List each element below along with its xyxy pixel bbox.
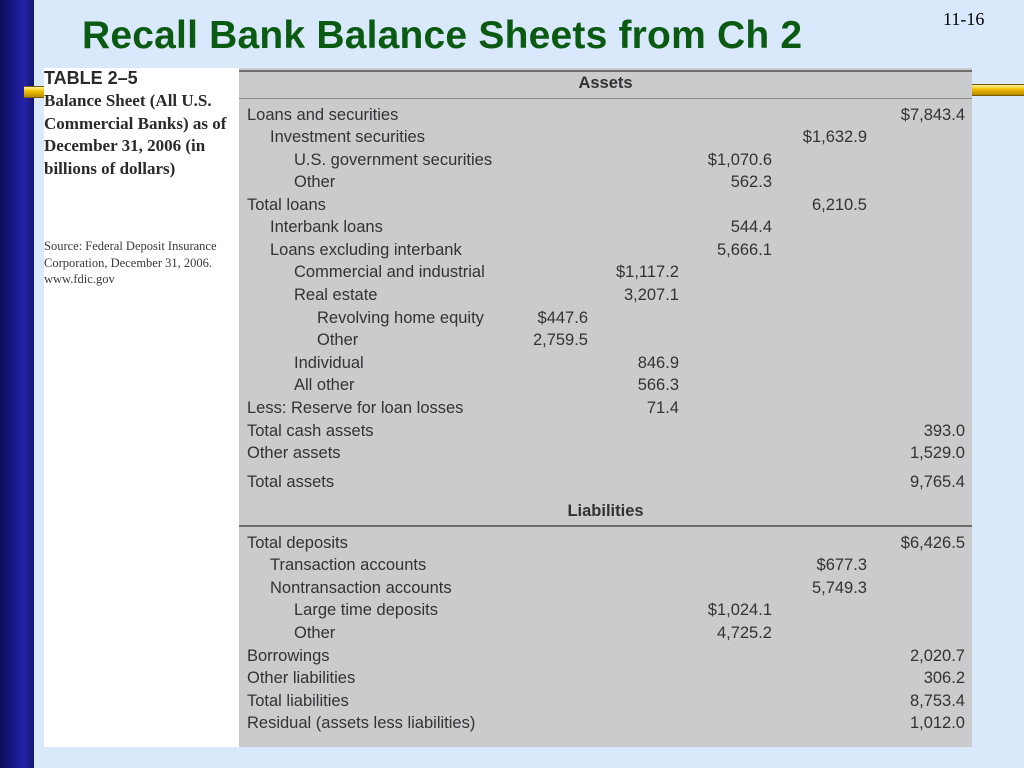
row-value: $1,070.6 xyxy=(707,151,772,169)
row-label: Other xyxy=(317,331,359,349)
caption-source: Source: Federal Deposit Insurance Corporation, December 31, 2006. www.fdic.gov xyxy=(44,239,217,286)
row-value: 566.3 xyxy=(637,376,679,394)
row-label: Borrowings xyxy=(247,647,330,665)
table-row xyxy=(239,442,972,464)
row-label: Less: Reserve for loan losses xyxy=(247,399,464,417)
row-label: Other xyxy=(294,624,336,642)
table-row xyxy=(239,667,972,689)
table-row xyxy=(239,554,972,576)
liabilities-rule xyxy=(239,525,972,527)
row-value: 846.9 xyxy=(637,354,679,372)
row-value: $677.3 xyxy=(816,556,867,574)
table-row xyxy=(239,532,972,554)
row-label: Total deposits xyxy=(247,534,348,552)
assets-rule xyxy=(239,98,972,99)
row-value: $1,117.2 xyxy=(615,263,679,281)
row-value: 562.3 xyxy=(730,173,772,191)
row-label: Other liabilities xyxy=(247,669,356,687)
row-label: All other xyxy=(294,376,355,394)
row-value: 71.4 xyxy=(646,399,679,417)
left-accent-bar xyxy=(0,0,34,768)
row-label: Total cash assets xyxy=(247,422,374,440)
row-value: $7,843.4 xyxy=(900,106,965,124)
row-value: $1,632.9 xyxy=(802,128,867,146)
table-row xyxy=(239,352,972,374)
slide-number: 11-16 xyxy=(943,9,985,29)
table-row xyxy=(239,126,972,148)
table-row xyxy=(239,307,972,329)
row-value: 4,725.2 xyxy=(716,624,772,642)
table-row xyxy=(239,420,972,442)
row-label: Transaction accounts xyxy=(270,556,427,574)
row-label: Real estate xyxy=(294,286,378,304)
row-label: Investment securities xyxy=(270,128,425,146)
table-row xyxy=(239,171,972,193)
assets-header: Assets xyxy=(578,74,633,92)
row-label: Interbank loans xyxy=(270,218,383,236)
row-value: 9,765.4 xyxy=(909,473,965,491)
row-value: 306.2 xyxy=(923,669,965,687)
liabilities-header: Liabilities xyxy=(567,502,644,520)
row-label: Total liabilities xyxy=(247,692,349,710)
table-row xyxy=(239,194,972,216)
row-value: 3,207.1 xyxy=(623,286,679,304)
accent-line-right xyxy=(970,84,1024,96)
row-label: Commercial and industrial xyxy=(294,263,485,281)
row-label: Total loans xyxy=(247,196,326,214)
row-label: U.S. government securities xyxy=(294,151,493,169)
top-rule xyxy=(239,70,972,72)
row-value: 5,666.1 xyxy=(716,241,772,259)
table-caption xyxy=(44,68,239,747)
table-row xyxy=(239,599,972,621)
row-value: 6,210.5 xyxy=(811,196,867,214)
table-row xyxy=(239,645,972,667)
row-label: Loans and securities xyxy=(247,106,399,124)
table-row xyxy=(239,471,972,493)
row-label: Other assets xyxy=(247,444,341,462)
row-value: $1,024.1 xyxy=(707,601,772,619)
slide-title: Recall Bank Balance Sheets from Ch 2 xyxy=(82,14,803,57)
table-label: TABLE 2–5 xyxy=(44,68,138,88)
table-row xyxy=(239,622,972,644)
row-value: 1,012.0 xyxy=(909,714,965,732)
row-label: Other xyxy=(294,173,336,191)
row-value: 2,759.5 xyxy=(532,331,588,349)
table-row xyxy=(239,216,972,238)
row-label: Revolving home equity xyxy=(317,309,484,327)
row-value: 1,529.0 xyxy=(909,444,965,462)
table-row xyxy=(239,690,972,712)
row-label: Individual xyxy=(294,354,364,372)
table-row xyxy=(239,104,972,126)
table-row xyxy=(239,712,972,734)
table-row xyxy=(239,397,972,419)
row-label: Nontransaction accounts xyxy=(270,579,452,597)
row-value: $6,426.5 xyxy=(900,534,965,552)
row-value: $447.6 xyxy=(537,309,588,327)
row-label: Residual (assets less liabilities) xyxy=(247,714,476,732)
row-value: 5,749.3 xyxy=(811,579,867,597)
row-label: Large time deposits xyxy=(294,601,438,619)
row-label: Loans excluding interbank xyxy=(270,241,462,259)
caption-title: Balance Sheet (All U.S. Commercial Banks) as of December 31, 2006 (in billions of dollars) xyxy=(44,91,227,178)
row-value: 544.4 xyxy=(730,218,772,236)
table-row xyxy=(239,329,972,351)
row-value: 393.0 xyxy=(923,422,965,440)
table-row xyxy=(239,577,972,599)
table-row xyxy=(239,149,972,171)
accent-line-left xyxy=(24,86,44,98)
table-row xyxy=(239,284,972,306)
balance-sheet-table xyxy=(239,68,972,747)
table-row xyxy=(239,239,972,261)
table-row xyxy=(239,374,972,396)
table-row xyxy=(239,261,972,283)
row-value: 2,020.7 xyxy=(909,647,965,665)
row-label: Total assets xyxy=(247,473,335,491)
row-value: 8,753.4 xyxy=(909,692,965,710)
